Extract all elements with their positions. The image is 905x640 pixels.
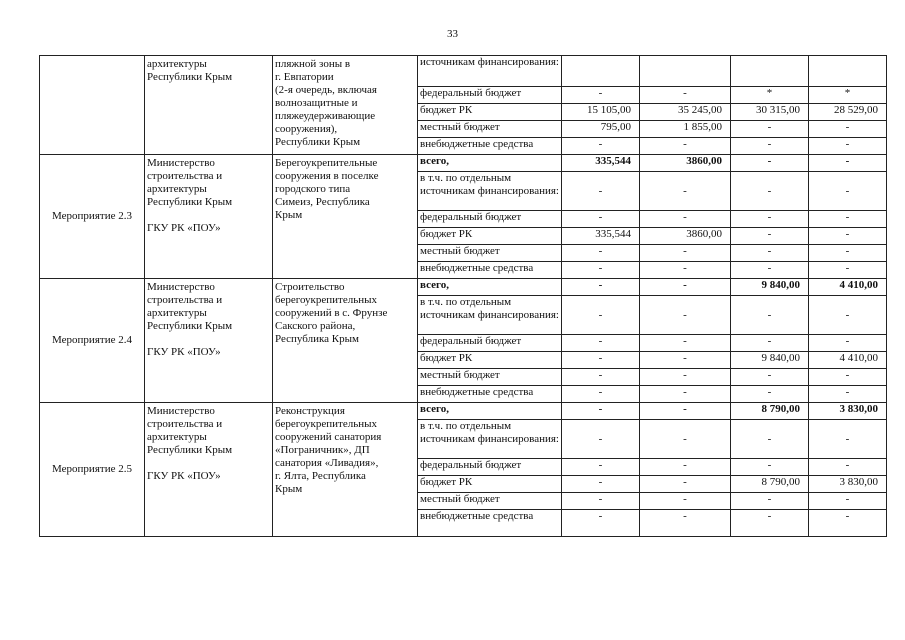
- table-row: [40, 403, 887, 420]
- amount-cell: -: [640, 262, 731, 279]
- funding-source-label: внебюджетные средства: [418, 510, 562, 537]
- amount-cell: 3 830,00: [809, 403, 887, 420]
- amount-cell: -: [640, 296, 731, 335]
- object-line: сооружений в с. Фрунзе: [275, 307, 388, 319]
- executor-line: Республики Крым: [147, 320, 233, 332]
- object-line: санатория «Ливадия»,: [275, 457, 379, 469]
- event-cell: Мероприятие 2.3: [40, 155, 145, 279]
- funding-source-label: местный бюджет: [418, 369, 562, 386]
- amount-cell: -: [809, 211, 887, 228]
- object-line: Республики Крым: [275, 136, 361, 148]
- funding-source-label: в т.ч. по отдельным источникам финансирования:: [418, 296, 562, 335]
- funding-source-label: федеральный бюджет: [418, 87, 562, 104]
- amount-cell: -: [640, 172, 731, 211]
- amount-cell: -: [562, 172, 640, 211]
- amount-cell: [809, 56, 887, 87]
- amount-cell: 9 840,00: [731, 352, 809, 369]
- funding-source-label: внебюджетные средства: [418, 138, 562, 155]
- amount-cell: [731, 56, 809, 87]
- amount-cell: -: [809, 510, 887, 537]
- amount-cell: -: [640, 459, 731, 476]
- amount-cell: -: [562, 403, 640, 420]
- amount-cell: -: [809, 262, 887, 279]
- object-line: Крым: [275, 209, 303, 221]
- amount-cell: -: [731, 335, 809, 352]
- table-body: [40, 56, 887, 537]
- amount-cell: -: [731, 420, 809, 459]
- object-line: «Пограничник», ДП: [275, 444, 370, 456]
- executor-line: Министерство: [147, 405, 215, 417]
- object-line: г. Евпатории: [275, 71, 334, 83]
- event-cell: Мероприятие 2.4: [40, 279, 145, 403]
- amount-cell: -: [640, 352, 731, 369]
- object-line: берегоукрепительных: [275, 294, 378, 306]
- amount-cell: -: [640, 245, 731, 262]
- amount-cell: -: [809, 172, 887, 211]
- amount-cell: -: [562, 420, 640, 459]
- amount-cell: -: [562, 279, 640, 296]
- amount-cell: 3 830,00: [809, 476, 887, 493]
- amount-cell: -: [731, 211, 809, 228]
- funding-source-label: бюджет РК: [418, 104, 562, 121]
- amount-cell: 28 529,00: [809, 104, 887, 121]
- funding-source-label: внебюджетные средства: [418, 386, 562, 403]
- amount-cell: -: [562, 352, 640, 369]
- funding-source-label: местный бюджет: [418, 493, 562, 510]
- budget-table: [39, 55, 887, 537]
- amount-cell: -: [731, 510, 809, 537]
- amount-cell: -: [809, 493, 887, 510]
- amount-cell: -: [640, 476, 731, 493]
- object-line: сооружения в поселке: [275, 170, 379, 182]
- amount-cell: -: [731, 121, 809, 138]
- executor-cell: [145, 279, 273, 403]
- object-cell: [273, 279, 418, 403]
- funding-source-label: всего,: [418, 155, 562, 172]
- executor-line: строительства и: [147, 294, 223, 306]
- amount-cell: -: [562, 245, 640, 262]
- object-line: Республика Крым: [275, 333, 359, 345]
- funding-source-label: источникам финансирования:: [418, 56, 562, 87]
- amount-cell: -: [640, 510, 731, 537]
- object-line: Сакского района,: [275, 320, 356, 332]
- executor-line: архитектуры: [147, 307, 207, 319]
- object-line: Строительство: [275, 281, 345, 293]
- amount-cell: 3860,00: [640, 155, 731, 172]
- amount-cell: -: [562, 476, 640, 493]
- amount-cell: [562, 56, 640, 87]
- executor-line: архитектуры: [147, 431, 207, 443]
- executor-line: Министерство: [147, 281, 215, 293]
- funding-source-label: бюджет РК: [418, 476, 562, 493]
- executor-line: Республики Крым: [147, 71, 233, 83]
- funding-source-label: федеральный бюджет: [418, 335, 562, 352]
- amount-cell: 15 105,00: [562, 104, 640, 121]
- amount-cell: -: [562, 138, 640, 155]
- amount-cell: -: [731, 172, 809, 211]
- amount-cell: 30 315,00: [731, 104, 809, 121]
- amount-cell: 335,544: [562, 228, 640, 245]
- amount-cell: -: [640, 279, 731, 296]
- amount-cell: -: [640, 403, 731, 420]
- amount-cell: -: [809, 335, 887, 352]
- amount-cell: -: [809, 386, 887, 403]
- object-line: волнозащитные и: [275, 97, 358, 109]
- funding-source-label: федеральный бюджет: [418, 211, 562, 228]
- funding-source-label: всего,: [418, 279, 562, 296]
- executor-line: ГКУ РК «ПОУ»: [147, 470, 221, 482]
- amount-cell: -: [562, 493, 640, 510]
- object-line: Крым: [275, 483, 303, 495]
- executor-line: архитектуры: [147, 183, 207, 195]
- event-cell: [40, 56, 145, 155]
- executor-cell: [145, 155, 273, 279]
- executor-line: Министерство: [147, 157, 215, 169]
- funding-source-label: в т.ч. по отдельным источникам финансирования:: [418, 172, 562, 211]
- table-row: [40, 155, 887, 172]
- amount-cell: -: [640, 138, 731, 155]
- amount-cell: 35 245,00: [640, 104, 731, 121]
- amount-cell: -: [562, 369, 640, 386]
- funding-source-label: бюджет РК: [418, 352, 562, 369]
- amount-cell: -: [731, 262, 809, 279]
- amount-cell: -: [562, 262, 640, 279]
- amount-cell: -: [640, 211, 731, 228]
- amount-cell: -: [809, 155, 887, 172]
- amount-cell: [640, 56, 731, 87]
- amount-cell: *: [731, 87, 809, 104]
- amount-cell: -: [562, 87, 640, 104]
- table-row: [40, 279, 887, 296]
- executor-line: [147, 333, 270, 346]
- executor-cell: [145, 56, 273, 155]
- amount-cell: 4 410,00: [809, 279, 887, 296]
- amount-cell: -: [562, 510, 640, 537]
- amount-cell: -: [562, 296, 640, 335]
- executor-line: ГКУ РК «ПОУ»: [147, 346, 221, 358]
- amount-cell: -: [731, 245, 809, 262]
- amount-cell: 795,00: [562, 121, 640, 138]
- object-line: (2-я очередь, включая: [275, 84, 377, 96]
- funding-source-label: бюджет РК: [418, 228, 562, 245]
- funding-source-label: федеральный бюджет: [418, 459, 562, 476]
- page-number: 33: [447, 28, 458, 40]
- amount-cell: -: [562, 335, 640, 352]
- amount-cell: -: [731, 155, 809, 172]
- funding-source-label: всего,: [418, 403, 562, 420]
- object-line: берегоукрепительных: [275, 418, 378, 430]
- amount-cell: -: [731, 386, 809, 403]
- executor-line: архитектуры: [147, 58, 207, 70]
- executor-line: [147, 209, 270, 222]
- amount-cell: -: [809, 138, 887, 155]
- amount-cell: -: [809, 245, 887, 262]
- object-line: пляжеудерживающие: [275, 110, 376, 122]
- object-cell: [273, 155, 418, 279]
- object-line: Реконструкция: [275, 405, 345, 417]
- funding-source-label: местный бюджет: [418, 245, 562, 262]
- amount-cell: 1 855,00: [640, 121, 731, 138]
- amount-cell: -: [731, 369, 809, 386]
- amount-cell: 335,544: [562, 155, 640, 172]
- funding-source-label: местный бюджет: [418, 121, 562, 138]
- amount-cell: -: [809, 296, 887, 335]
- amount-cell: -: [562, 459, 640, 476]
- object-cell: [273, 56, 418, 155]
- amount-cell: -: [562, 386, 640, 403]
- executor-line: строительства и: [147, 418, 223, 430]
- executor-line: Республики Крым: [147, 196, 233, 208]
- amount-cell: -: [809, 228, 887, 245]
- funding-source-label: в т.ч. по отдельным источникам финансирования:: [418, 420, 562, 459]
- amount-cell: 8 790,00: [731, 476, 809, 493]
- amount-cell: -: [809, 459, 887, 476]
- amount-cell: -: [640, 369, 731, 386]
- executor-line: [147, 457, 270, 470]
- executor-line: строительства и: [147, 170, 223, 182]
- table-row: [40, 56, 887, 87]
- object-line: Симеиз, Республика: [275, 196, 370, 208]
- amount-cell: -: [640, 87, 731, 104]
- amount-cell: 3860,00: [640, 228, 731, 245]
- amount-cell: -: [640, 493, 731, 510]
- event-cell: Мероприятие 2.5: [40, 403, 145, 537]
- amount-cell: -: [731, 493, 809, 510]
- object-line: г. Ялта, Республика: [275, 470, 366, 482]
- amount-cell: *: [809, 87, 887, 104]
- executor-line: ГКУ РК «ПОУ»: [147, 222, 221, 234]
- amount-cell: -: [809, 420, 887, 459]
- executor-cell: [145, 403, 273, 537]
- amount-cell: -: [731, 459, 809, 476]
- object-line: городского типа: [275, 183, 351, 195]
- object-line: сооружения),: [275, 123, 338, 135]
- object-line: Берегоукрепительные: [275, 157, 378, 169]
- amount-cell: -: [562, 211, 640, 228]
- amount-cell: 4 410,00: [809, 352, 887, 369]
- amount-cell: -: [640, 420, 731, 459]
- amount-cell: -: [640, 335, 731, 352]
- funding-source-label: внебюджетные средства: [418, 262, 562, 279]
- executor-line: Республики Крым: [147, 444, 233, 456]
- object-cell: [273, 403, 418, 537]
- amount-cell: -: [731, 228, 809, 245]
- object-line: сооружений санатория: [275, 431, 382, 443]
- object-line: пляжной зоны в: [275, 58, 351, 70]
- amount-cell: -: [640, 386, 731, 403]
- amount-cell: -: [809, 121, 887, 138]
- amount-cell: 9 840,00: [731, 279, 809, 296]
- amount-cell: -: [809, 369, 887, 386]
- amount-cell: 8 790,00: [731, 403, 809, 420]
- amount-cell: -: [731, 138, 809, 155]
- amount-cell: -: [731, 296, 809, 335]
